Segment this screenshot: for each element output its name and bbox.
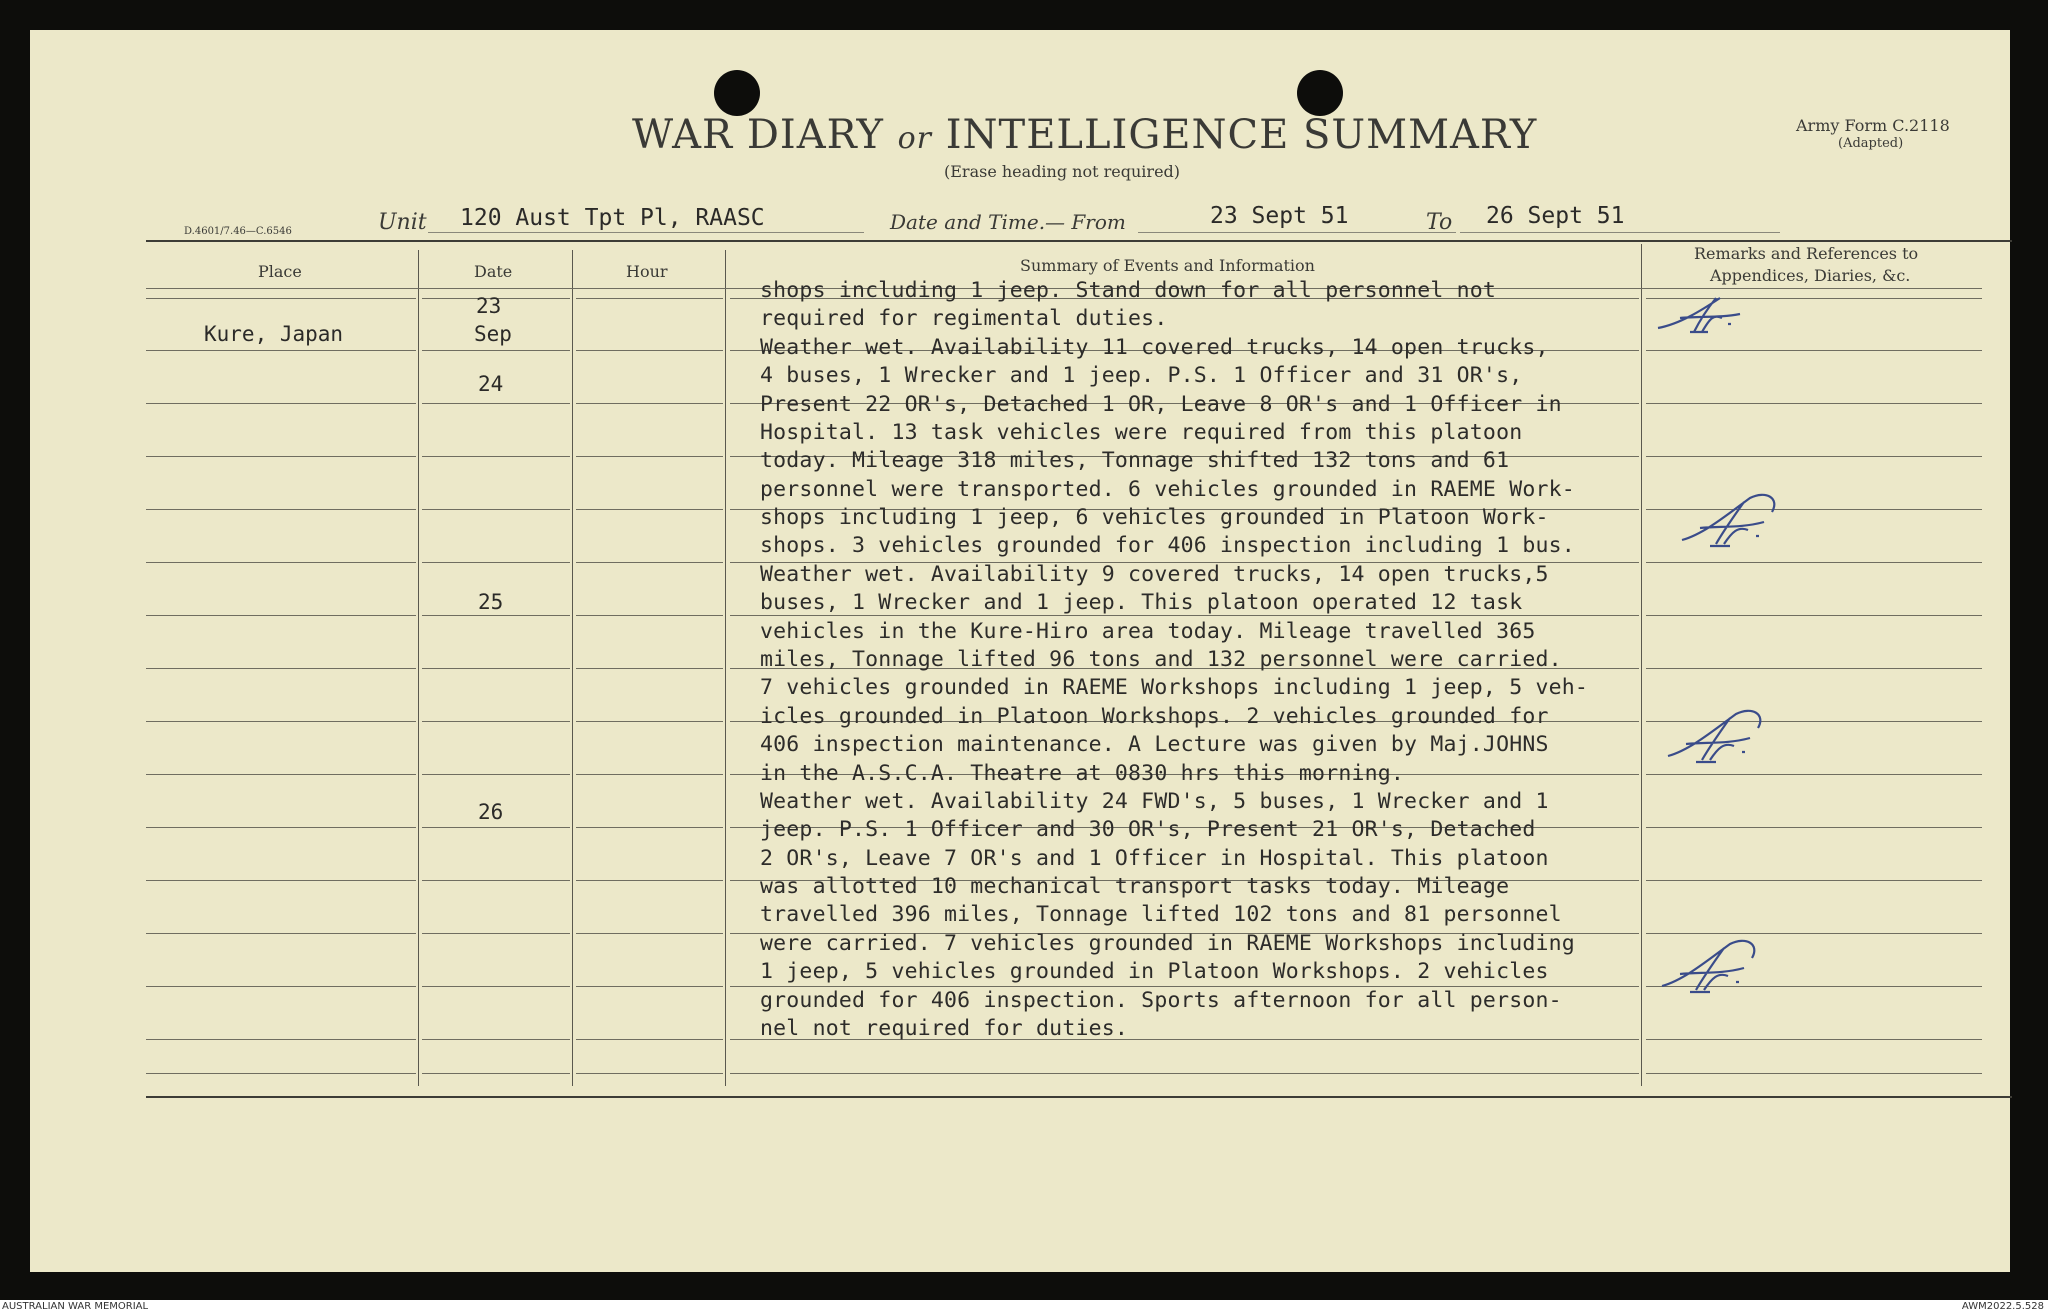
form-subtitle: (Erase heading not required) <box>944 162 1181 181</box>
ruled-line <box>576 668 723 669</box>
ruled-line <box>422 986 570 987</box>
date-24: 24 <box>478 372 504 396</box>
summary-line: miles, Tonnage lifted 96 tons and 132 personnel were carried. <box>760 647 1562 672</box>
col-header-place: Place <box>258 262 302 281</box>
ruled-line <box>1646 350 1982 351</box>
ruled-line <box>576 933 723 934</box>
ruled-line <box>1646 403 1982 404</box>
ruled-line <box>146 721 416 722</box>
ruled-line <box>1646 456 1982 457</box>
diary-page <box>30 30 2010 1272</box>
summary-line: 406 inspection maintenance. A Lecture was given by Maj.JOHNS <box>760 732 1549 757</box>
ruled-line <box>730 1073 1639 1074</box>
ruled-line <box>422 668 570 669</box>
ruled-line <box>422 721 570 722</box>
summary-line: 1 jeep, 5 vehicles grounded in Platoon Workshops. 2 vehicles <box>760 959 1549 984</box>
summary-line: 4 buses, 1 Wrecker and 1 jeep. P.S. 1 Officer and 31 OR's, <box>760 363 1523 388</box>
date-25: 25 <box>478 590 504 614</box>
ruled-line <box>422 403 570 404</box>
ruled-line <box>146 562 416 563</box>
summary-line: vehicles in the Kure-Hiro area today. Mileage travelled 365 <box>760 619 1536 644</box>
summary-line: Present 22 OR's, Detached 1 OR, Leave 8 OR's and 1 Officer in <box>760 392 1562 417</box>
ruled-line <box>146 1039 416 1040</box>
ruled-line <box>1646 1039 1982 1040</box>
summary-line: was allotted 10 mechanical transport tasks today. Mileage <box>760 874 1510 899</box>
ruled-line <box>422 933 570 934</box>
footer-institution: AUSTRALIAN WAR MEMORIAL <box>2 1301 149 1312</box>
initial-mark-2 <box>1676 490 1796 560</box>
ruled-line <box>146 774 416 775</box>
summary-line: in the A.S.C.A. Theatre at 0830 hrs this morning. <box>760 761 1405 786</box>
ruled-line <box>422 562 570 563</box>
summary-line: today. Mileage 318 miles, Tonnage shifted 132 tons and 61 <box>760 448 1510 473</box>
title-or: or <box>897 121 933 156</box>
ruled-line <box>576 350 723 351</box>
col-divider-hour <box>725 250 726 1086</box>
summary-line: Weather wet. Availability 11 covered trucks, 14 open trucks, <box>760 335 1549 360</box>
form-title <box>632 112 1537 158</box>
ruled-line <box>576 1073 723 1074</box>
date-26: 26 <box>478 800 504 824</box>
ruled-line <box>576 986 723 987</box>
summary-line: required for regimental duties. <box>760 306 1168 331</box>
date-time-label: Date and Time.— From <box>890 210 1126 234</box>
initial-mark-3 <box>1662 706 1782 776</box>
ruled-line <box>422 1073 570 1074</box>
ruled-line <box>576 298 723 299</box>
unit-underline <box>428 232 864 233</box>
date-sep: Sep <box>474 322 512 346</box>
col-header-hour: Hour <box>626 262 668 281</box>
ruled-line <box>146 880 416 881</box>
ruled-line <box>576 403 723 404</box>
ruled-line <box>422 880 570 881</box>
ruled-line <box>422 774 570 775</box>
col-divider-place <box>418 250 419 1086</box>
summary-line: nel not required for duties. <box>760 1016 1129 1041</box>
col-divider-date <box>572 250 573 1086</box>
ruled-line <box>146 933 416 934</box>
col-divider-summary <box>1641 244 1642 1086</box>
from-underline <box>1138 232 1456 233</box>
summary-line: shops including 1 jeep, 6 vehicles grounded in Platoon Work- <box>760 505 1549 530</box>
ruled-line <box>422 509 570 510</box>
ruled-line <box>146 350 416 351</box>
ruled-line <box>146 456 416 457</box>
from-date-value: 23 Sept 51 <box>1210 203 1349 229</box>
summary-line: travelled 396 miles, Tonnage lifted 102 tons and 81 personnel <box>760 902 1562 927</box>
summary-line: icles grounded in Platoon Workshops. 2 vehicles grounded for <box>760 704 1549 729</box>
col-header-summary: Summary of Events and Information <box>1020 256 1315 275</box>
ruled-line <box>576 827 723 828</box>
table-top-border <box>146 240 2012 242</box>
ruled-line <box>422 350 570 351</box>
army-form-adapted: (Adapted) <box>1838 136 1904 151</box>
ruled-line <box>146 403 416 404</box>
ruled-line <box>576 880 723 881</box>
initial-mark-1 <box>1650 288 1770 348</box>
unit-value: 120 Aust Tpt Pl, RAASC <box>460 205 765 231</box>
ruled-line <box>146 509 416 510</box>
table-bottom-border <box>146 1096 2012 1098</box>
ruled-line <box>1646 1073 1982 1074</box>
summary-line: shops. 3 vehicles grounded for 406 inspection including 1 bus. <box>760 533 1575 558</box>
ruled-line <box>1646 615 1982 616</box>
to-label: To <box>1426 210 1453 235</box>
unit-label: Unit <box>378 210 427 235</box>
summary-line: jeep. P.S. 1 Officer and 30 OR's, Present 21 OR's, Detached <box>760 817 1536 842</box>
ruled-line <box>576 774 723 775</box>
summary-line: grounded for 406 inspection. Sports afternoon for all person- <box>760 988 1562 1013</box>
ruled-line <box>1646 827 1982 828</box>
ruled-line <box>576 721 723 722</box>
ruled-line <box>422 1039 570 1040</box>
initial-mark-4 <box>1656 936 1776 1006</box>
to-date-value: 26 Sept 51 <box>1486 203 1625 229</box>
footer-accession-number: AWM2022.5.528 <box>1961 1301 2044 1312</box>
ruled-line <box>576 509 723 510</box>
col-header-remarks-1: Remarks and References to <box>1694 244 1919 263</box>
summary-line: 2 OR's, Leave 7 OR's and 1 Officer in Hospital. This platoon <box>760 846 1549 871</box>
place-entry: Kure, Japan <box>204 322 344 346</box>
army-form-number: Army Form C.2118 <box>1796 116 1950 135</box>
summary-line: buses, 1 Wrecker and 1 jeep. This platoon operated 12 task <box>760 590 1523 615</box>
ruled-line <box>576 562 723 563</box>
ruled-line <box>422 456 570 457</box>
ruled-line <box>576 615 723 616</box>
ruled-line <box>146 298 416 299</box>
summary-line: were carried. 7 vehicles grounded in RAEME Workshops including <box>760 931 1575 956</box>
punch-hole-left <box>714 70 760 116</box>
summary-line: 7 vehicles grounded in RAEME Workshops including 1 jeep, 5 veh- <box>760 675 1589 700</box>
title-intelligence-summary: INTELLIGENCE SUMMARY <box>945 112 1538 158</box>
ruled-line <box>146 1073 416 1074</box>
ruled-line <box>1646 880 1982 881</box>
title-war-diary: WAR DIARY <box>632 112 884 158</box>
ruled-line <box>576 1039 723 1040</box>
date-23: 23 <box>476 294 502 318</box>
summary-line: Weather wet. Availability 9 covered trucks, 14 open trucks,5 <box>760 562 1549 587</box>
ruled-line <box>422 827 570 828</box>
col-header-remarks-2: Appendices, Diaries, &c. <box>1710 266 1911 285</box>
print-code: D.4601/7.46—C.6546 <box>184 226 292 237</box>
ruled-line <box>146 668 416 669</box>
archive-footer <box>0 1300 2048 1314</box>
ruled-line <box>1646 668 1982 669</box>
ruled-line <box>146 827 416 828</box>
ruled-line <box>730 615 1639 616</box>
ruled-line <box>422 615 570 616</box>
summary-line: personnel were transported. 6 vehicles grounded in RAEME Work- <box>760 477 1575 502</box>
summary-line: Weather wet. Availability 24 FWD's, 5 buses, 1 Wrecker and 1 <box>760 789 1549 814</box>
ruled-line <box>576 456 723 457</box>
ruled-line <box>1646 562 1982 563</box>
ruled-line <box>146 986 416 987</box>
col-header-date: Date <box>474 262 513 281</box>
summary-line: Hospital. 13 task vehicles were required from this platoon <box>760 420 1523 445</box>
ruled-line <box>146 615 416 616</box>
summary-line: shops including 1 jeep. Stand down for all personnel not <box>760 278 1497 303</box>
to-underline <box>1460 232 1780 233</box>
ruled-line <box>730 986 1639 987</box>
ruled-line <box>1646 933 1982 934</box>
punch-hole-right <box>1297 70 1343 116</box>
